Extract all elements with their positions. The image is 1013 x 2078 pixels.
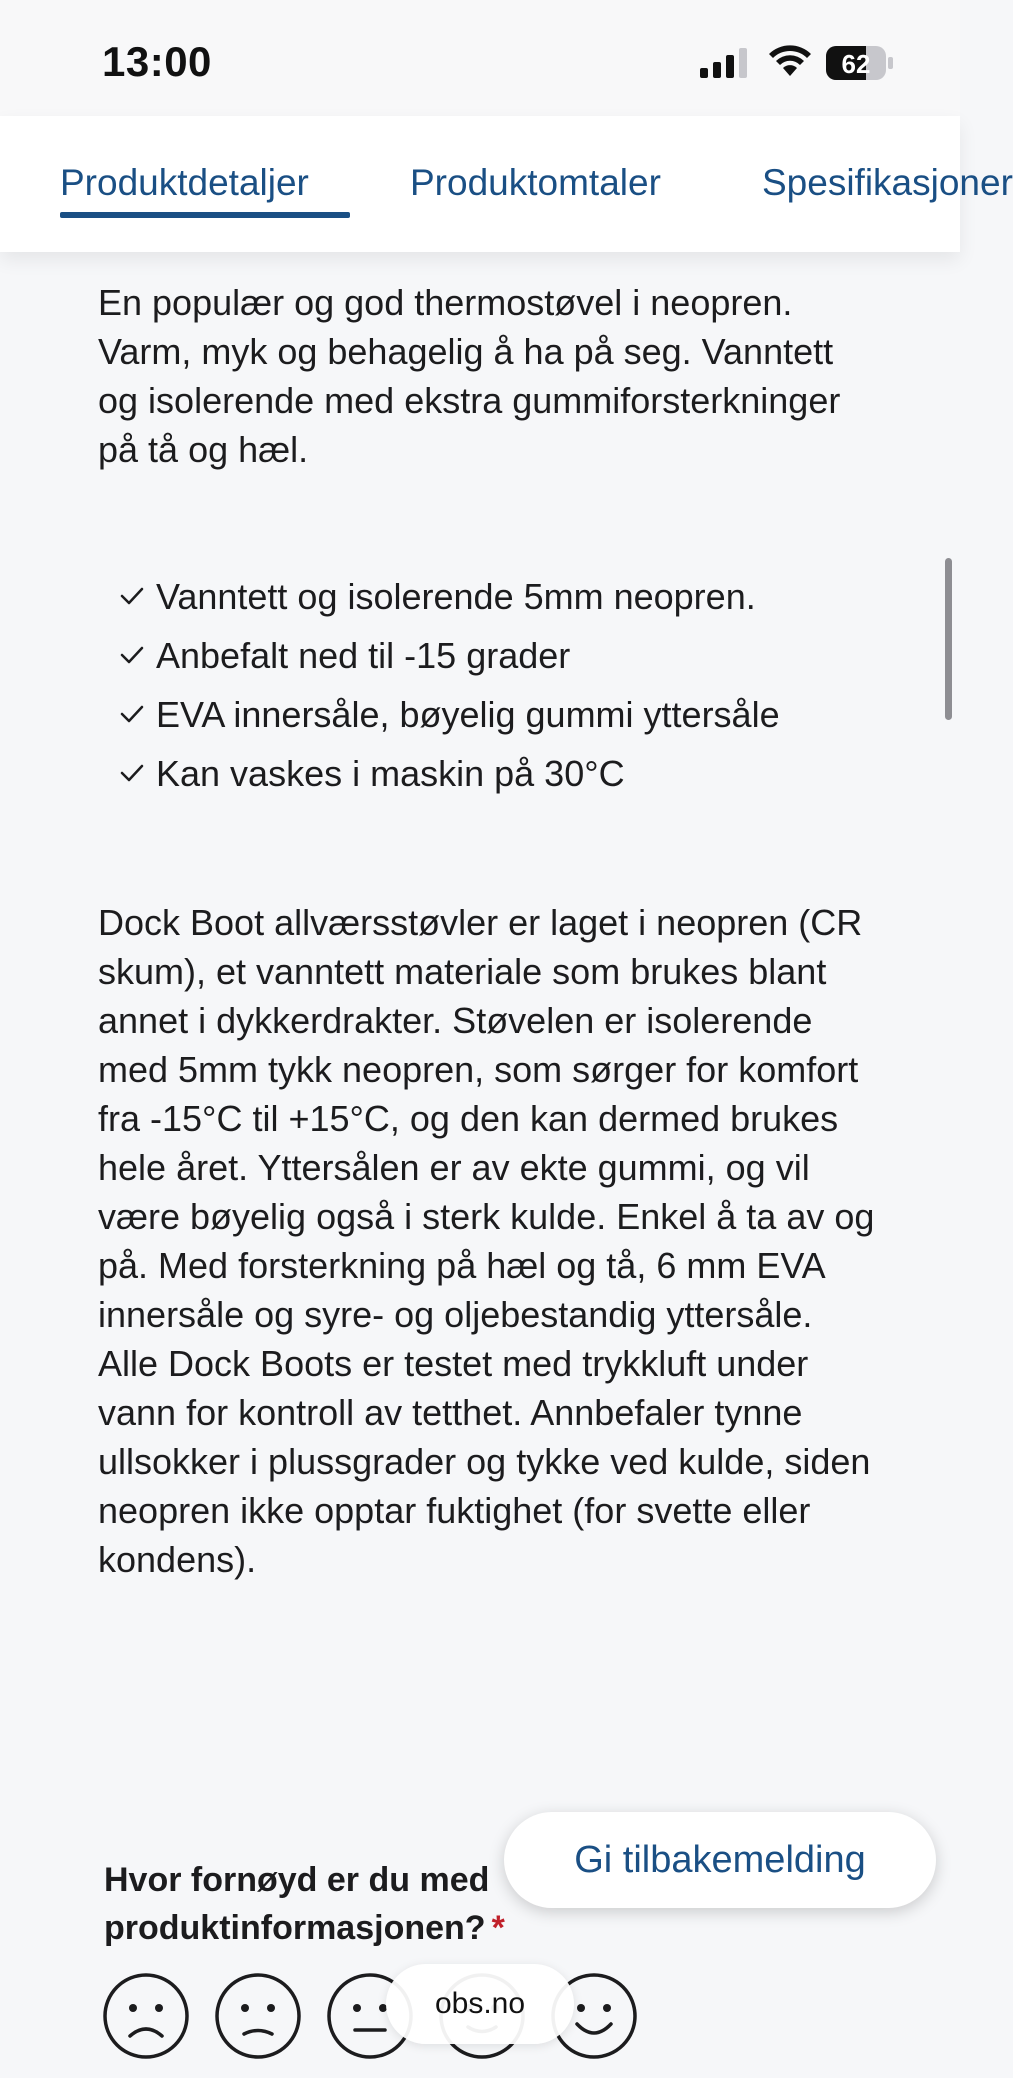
question-text: Hvor fornøyd er du med produktinformasjonen? bbox=[104, 1861, 490, 1947]
status-time: 13:00 bbox=[102, 38, 212, 85]
check-icon bbox=[120, 645, 144, 665]
signal-icon bbox=[700, 48, 750, 78]
active-tab-indicator bbox=[60, 212, 350, 218]
browser-url-pill[interactable]: obs.no bbox=[386, 1964, 574, 2044]
tab-product-details[interactable]: Produktdetaljer bbox=[60, 162, 309, 203]
wifi-icon bbox=[768, 44, 812, 78]
feature-text: Vanntett og isolerende 5mm neopren. bbox=[156, 576, 756, 617]
intro-text: En populær og god thermostøvel i neopren. Varm, myk og behagelig å ha på seg. Vanntett og isolerende med ekstra gummiforsterkninger på tå og hæl. bbox=[98, 282, 841, 470]
check-icon bbox=[120, 704, 144, 724]
battery-level: 62 bbox=[841, 49, 871, 79]
list-item bbox=[98, 749, 878, 798]
feature-list bbox=[98, 572, 878, 798]
sad-face-icon[interactable] bbox=[214, 1972, 302, 2060]
list-item bbox=[98, 572, 878, 621]
feature-text: Kan vaskes i maskin på 30°C bbox=[156, 753, 625, 794]
required-marker: * bbox=[491, 1909, 505, 1947]
feature-text: Anbefalt ned til -15 grader bbox=[156, 635, 571, 676]
check-icon bbox=[120, 586, 144, 606]
status-bar bbox=[0, 0, 960, 116]
tab-product-reviews[interactable]: Produktomtaler bbox=[410, 162, 661, 203]
give-feedback-button[interactable]: Gi tilbakemelding bbox=[504, 1812, 936, 1908]
scrollbar[interactable] bbox=[945, 558, 952, 720]
tab-specifications[interactable]: Spesifikasjoner bbox=[762, 162, 1013, 203]
product-details-content bbox=[98, 278, 878, 1624]
list-item bbox=[98, 631, 878, 680]
feature-text: EVA innersåle, bøyelig gummi yttersåle bbox=[156, 694, 780, 735]
description-text: Dock Boot allværsstøvler er laget i neopren (CR skum), et vanntett materiale som brukes blant annet i dykkerdrakter. Støvelen er isolerende med 5mm tykk neopren, som sørger for komfort fra -15°C til +15°C, og den kan dermed brukes hele året. Yttersålen er av ekte gummi, og vil være bøyelig også i sterk kulde. Enkel å ta av og på. Med forsterkning på hæl og tå, 6 mm EVA innersåle og syre- og oljebestandig yttersåle. Alle Dock Boots er testet med trykkluft under vann for kontroll av tetthet. Annbefaler tynne ullsokker i plussgrader og tykke ved kulde, siden neopren ikke opptar fuktighet (for svette eller kondens). bbox=[98, 902, 875, 1580]
check-icon bbox=[120, 763, 144, 783]
product-tabs bbox=[0, 116, 1013, 252]
very-sad-face-icon[interactable] bbox=[102, 1972, 190, 2060]
list-item bbox=[98, 690, 878, 739]
